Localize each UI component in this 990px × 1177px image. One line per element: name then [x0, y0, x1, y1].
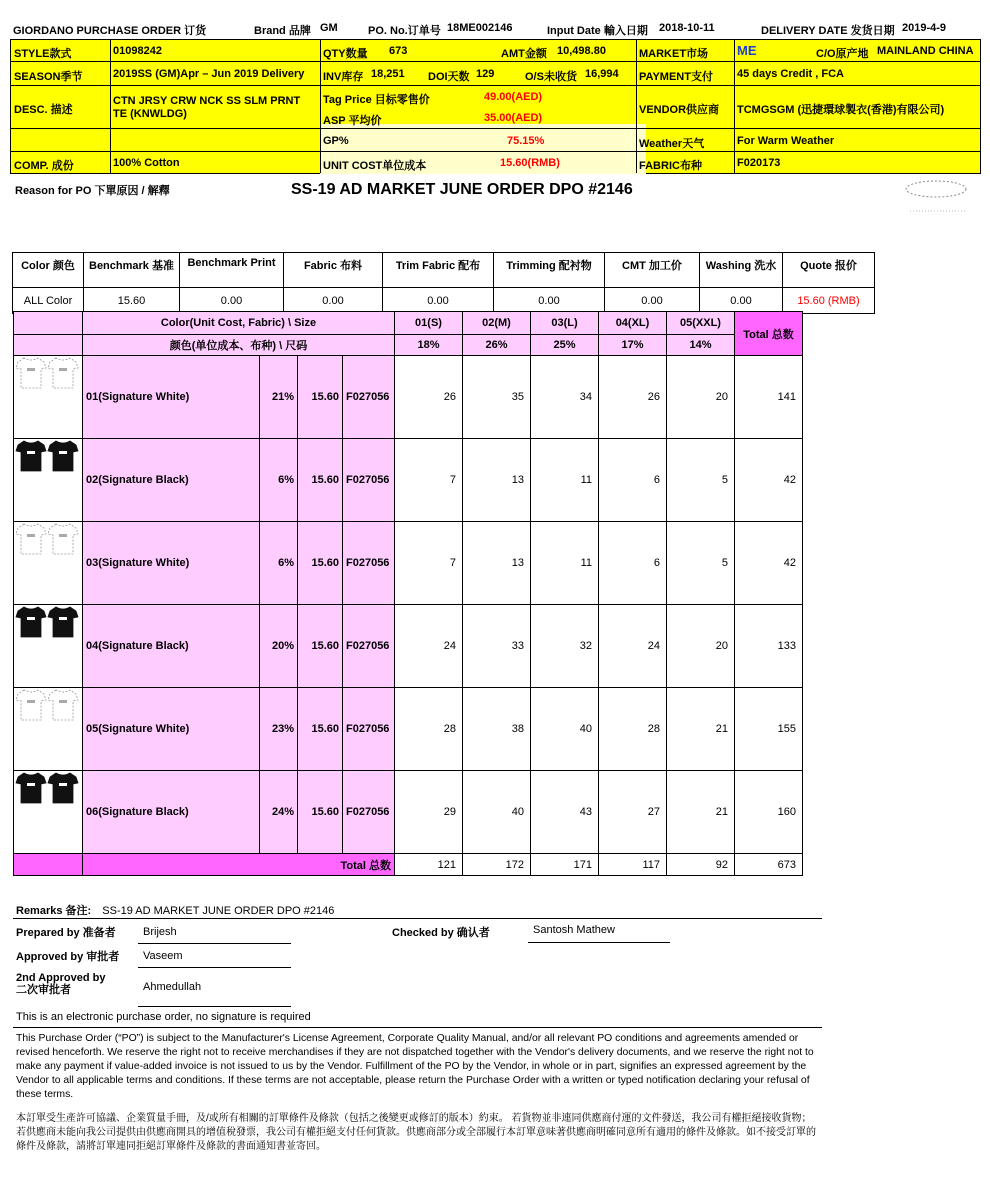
row-total: 42	[735, 439, 803, 522]
color-name: 06(Signature Black)	[83, 771, 260, 854]
tshirt-thumbnail-black	[14, 771, 83, 854]
color-pct: 6%	[260, 439, 298, 522]
size-qty: 33	[463, 605, 531, 688]
size-qty: 28	[599, 688, 667, 771]
legal-terms-cn: 本訂單受生產許可協議、企業質量手冊，及/或所有相關的訂單條件及條款（包括之後變更或修訂的版本）約束。 若貨物並非連同供應商付運的文件發送，我公司有權拒絕接收貨物；若供應商未能向我公司提供由供應商開具的增值稅發票，我公司有權拒絕支付任何貨款。供應商部分或全部履行本訂單意味著供應商明確同意所有適用的條件及條款。如不接受訂單的條件及條款，請將訂單連同拒絕訂單條件及條款的書面通知書並寄回。	[16, 1113, 816, 1152]
size-label: 05(XXL)	[667, 312, 735, 335]
color-fabric: F027056	[343, 771, 395, 854]
color-pct: 6%	[260, 522, 298, 605]
bench-header: Color 颜色	[13, 253, 84, 288]
approved2-value: Ahmedullah	[143, 981, 202, 993]
tshirt-thumbnail-black	[14, 439, 83, 522]
row-total: 155	[735, 688, 803, 771]
approved-value: Vaseem	[143, 950, 183, 962]
fabric-value: F020173	[737, 157, 781, 169]
comp-label: COMP. 成份	[14, 160, 74, 172]
po-label: PO. No.订单号	[368, 25, 441, 37]
reason-label: Reason for PO 下單原因 / 解釋	[15, 185, 170, 197]
season-label: SEASON季节	[14, 71, 83, 83]
color-fabric: F027056	[343, 356, 395, 439]
size-label: 01(S)	[395, 312, 463, 335]
size-breakdown-table	[13, 311, 803, 876]
esign-note: This is an electronic purchase order, no signature is required	[16, 1011, 311, 1023]
color-pct: 21%	[260, 356, 298, 439]
os-value: 16,994	[585, 68, 619, 80]
color-name: 04(Signature Black)	[83, 605, 260, 688]
logo-thumbnail	[898, 178, 978, 214]
size-qty: 11	[531, 522, 599, 605]
color-cost: 15.60	[298, 522, 343, 605]
bench-header: Fabric 布料	[284, 253, 383, 288]
size-row	[14, 522, 803, 605]
doi-value: 129	[476, 68, 495, 80]
row-total: 133	[735, 605, 803, 688]
size-qty: 5	[667, 522, 735, 605]
total-row-thumb	[14, 854, 83, 876]
size-qty: 27	[599, 771, 667, 854]
bench-value: 0.00	[700, 288, 783, 314]
fabric-label: FABRIC布种	[639, 160, 702, 172]
color-fabric: F027056	[343, 522, 395, 605]
row-total: 141	[735, 356, 803, 439]
tshirt-thumbnail-white	[14, 522, 83, 605]
color-pct: 20%	[260, 605, 298, 688]
bench-value: 0.00	[383, 288, 494, 314]
order-title: SS-19 AD MARKET JUNE ORDER DPO #2146	[291, 181, 633, 198]
tag-price-value: 49.00(AED)	[484, 91, 543, 103]
size-pct: 25%	[531, 335, 599, 356]
company-title: GIORDANO PURCHASE ORDER 订货	[13, 25, 207, 37]
season-value: 2019SS (GM)Apr – Jun 2019 Delivery	[113, 68, 305, 80]
payment-label: PAYMENT支付	[639, 71, 713, 83]
delivery-date: 2019-4-9	[902, 22, 947, 34]
bench-value: 0.00	[180, 288, 284, 314]
qty-label: QTY数量	[323, 48, 368, 60]
size-qty: 40	[531, 688, 599, 771]
thumb-header	[14, 335, 83, 356]
size-qty: 20	[667, 356, 735, 439]
gp-label: GP%	[323, 135, 349, 147]
row-total: 42	[735, 522, 803, 605]
thumb-header	[14, 312, 83, 335]
prepared-value: Brijesh	[143, 926, 177, 938]
size-qty: 24	[395, 605, 463, 688]
color-fabric: F027056	[343, 605, 395, 688]
po-number: 18ME002146	[447, 22, 513, 34]
size-qty: 26	[599, 356, 667, 439]
approved2-label-en: 2nd Approved by	[16, 972, 106, 984]
size-qty: 21	[667, 688, 735, 771]
bench-value: 15.60	[84, 288, 180, 314]
po-info-grid	[10, 39, 981, 174]
bench-header: Benchmark 基准	[84, 253, 180, 288]
size-label: 02(M)	[463, 312, 531, 335]
remarks-text: SS-19 AD MARKET JUNE ORDER DPO #2146	[102, 905, 335, 917]
origin-value: MAINLAND CHINA	[877, 45, 974, 57]
asp-value: 35.00(AED)	[484, 112, 543, 124]
size-qty: 38	[463, 688, 531, 771]
row-total: 160	[735, 771, 803, 854]
bench-header: Benchmark Print	[180, 253, 284, 288]
size-row	[14, 356, 803, 439]
style-value: 01098242	[113, 45, 162, 57]
approved2-label-cn: 二次审批者	[16, 984, 71, 996]
market-label: MARKET市场	[639, 48, 709, 60]
vendor-value: TCMGSGM (迅捷環球製衣(香港)有限公司)	[737, 104, 945, 116]
color-size-header: Color(Unit Cost, Fabric) \ Size	[83, 312, 395, 335]
total-header: Total 总数	[735, 312, 803, 356]
desc-label: DESC. 描述	[14, 104, 73, 116]
size-pct: 26%	[463, 335, 531, 356]
desc-value: CTN JRSY CRW NCK SS SLM PRNT TE (KNWLDG)	[113, 95, 301, 120]
legal-terms-en: This Purchase Order (“PO”) is subject to the Manufacturer's License Agreement, Corporate Quality Manual, and/or all relevant PO conditions and agreements amended or revised henceforth. We reserve the right not to receive merchandises if they are not dispatched together with the Vendor's delivery documents, and we reserve the right not to make any payment if value-added invoice is not issued to us by the Vendor. Fulfillment of the PO by the Vendor, in whole or in part, signifies an expressed agreement by the Vendor to all applicable terms and conditions. If these terms are not acceptable, please return the Purchase Order with a written or typed notification declaring your refusal of these terms.	[16, 1033, 814, 1100]
size-label: 03(L)	[531, 312, 599, 335]
tshirt-thumbnail-white	[14, 356, 83, 439]
size-qty: 29	[395, 771, 463, 854]
size-qty: 7	[395, 522, 463, 605]
inv-value: 18,251	[371, 68, 405, 80]
prepared-label: Prepared by 准备者	[16, 927, 116, 939]
tag-price-label: Tag Price 目标零售价	[323, 94, 430, 106]
color-pct: 23%	[260, 688, 298, 771]
bench-header: Trimming 配衬物	[494, 253, 605, 288]
bench-value: ALL Color	[13, 288, 84, 314]
approved-label: Approved by 审批者	[16, 951, 120, 963]
benchmark-table	[12, 252, 875, 314]
tshirt-thumbnail-black	[14, 605, 83, 688]
bench-header: Washing 洗水	[700, 253, 783, 288]
bench-header: Quote 报价	[783, 253, 875, 288]
checked-value: Santosh Mathew	[533, 924, 615, 936]
color-name: 03(Signature White)	[83, 522, 260, 605]
market-value: ME	[737, 43, 757, 58]
size-pct: 18%	[395, 335, 463, 356]
color-pct: 24%	[260, 771, 298, 854]
bench-value: 0.00	[494, 288, 605, 314]
asp-label: ASP 平均价	[323, 115, 382, 127]
comp-value: 100% Cotton	[113, 157, 180, 169]
size-label: 04(XL)	[599, 312, 667, 335]
size-qty: 5	[667, 439, 735, 522]
color-fabric: F027056	[343, 439, 395, 522]
remarks-label: Remarks 备注:	[16, 905, 92, 917]
gp-value: 75.15%	[507, 135, 545, 147]
amt-value: 10,498.80	[557, 45, 606, 57]
size-pct: 14%	[667, 335, 735, 356]
size-qty: 6	[599, 439, 667, 522]
color-cost: 15.60	[298, 356, 343, 439]
doi-label: DOI天数	[428, 71, 470, 83]
qty-value: 673	[389, 45, 408, 57]
size-qty: 26	[395, 356, 463, 439]
size-pct: 17%	[599, 335, 667, 356]
size-qty: 6	[599, 522, 667, 605]
style-label: STYLE款式	[14, 48, 72, 60]
bench-value: 0.00	[605, 288, 700, 314]
size-total: 172	[463, 854, 531, 876]
approved2-label	[16, 972, 105, 996]
size-row	[14, 605, 803, 688]
input-date: 2018-10-11	[659, 22, 715, 34]
payment-value: 45 days Credit , FCA	[737, 68, 844, 80]
size-qty: 13	[463, 522, 531, 605]
color-name: 02(Signature Black)	[83, 439, 260, 522]
size-qty: 11	[531, 439, 599, 522]
size-total: 92	[667, 854, 735, 876]
weather-value: For Warm Weather	[737, 135, 835, 147]
unit-cost-label: UNIT COST单位成本	[323, 160, 427, 172]
bench-header: Trim Fabric 配布	[383, 253, 494, 288]
size-qty: 28	[395, 688, 463, 771]
tshirt-thumbnail-white	[14, 688, 83, 771]
delivery-date-label: DELIVERY DATE 发货日期	[761, 25, 895, 37]
color-cost: 15.60	[298, 605, 343, 688]
bench-value: 0.00	[284, 288, 383, 314]
color-cost: 15.60	[298, 688, 343, 771]
size-qty: 21	[667, 771, 735, 854]
size-total: 171	[531, 854, 599, 876]
size-qty: 13	[463, 439, 531, 522]
size-qty: 20	[667, 605, 735, 688]
size-qty: 43	[531, 771, 599, 854]
color-name: 01(Signature White)	[83, 356, 260, 439]
grand-total: 673	[735, 854, 803, 876]
brand-label: Brand 品牌	[254, 25, 311, 37]
size-qty: 34	[531, 356, 599, 439]
unit-cost-value: 15.60(RMB)	[500, 157, 560, 169]
os-label: O/S未收货	[525, 71, 577, 83]
total-row-label: Total 总数	[83, 854, 395, 876]
size-qty: 24	[599, 605, 667, 688]
color-size-header-cn: 颜色(单位成本、布种) \ 尺码	[83, 335, 395, 356]
bench-header: CMT 加工价	[605, 253, 700, 288]
size-total: 121	[395, 854, 463, 876]
size-qty: 7	[395, 439, 463, 522]
inv-label: INV库存	[323, 71, 364, 83]
color-cost: 15.60	[298, 439, 343, 522]
vendor-label: VENDOR供应商	[639, 104, 720, 116]
size-row	[14, 771, 803, 854]
size-row	[14, 688, 803, 771]
size-qty: 40	[463, 771, 531, 854]
remarks	[16, 902, 334, 918]
size-total: 117	[599, 854, 667, 876]
input-date-label: Input Date 輸入日期	[547, 25, 648, 37]
size-qty: 35	[463, 356, 531, 439]
bench-quote: 15.60 (RMB)	[783, 288, 875, 314]
size-row	[14, 439, 803, 522]
amt-label: AMT金额	[501, 48, 547, 60]
brand-value: GM	[320, 22, 338, 34]
color-cost: 15.60	[298, 771, 343, 854]
color-fabric: F027056	[343, 688, 395, 771]
origin-label: C/O原产地	[816, 48, 869, 60]
weather-label: Weather天气	[639, 138, 705, 150]
color-name: 05(Signature White)	[83, 688, 260, 771]
checked-label: Checked by 确认者	[392, 927, 490, 939]
size-qty: 32	[531, 605, 599, 688]
